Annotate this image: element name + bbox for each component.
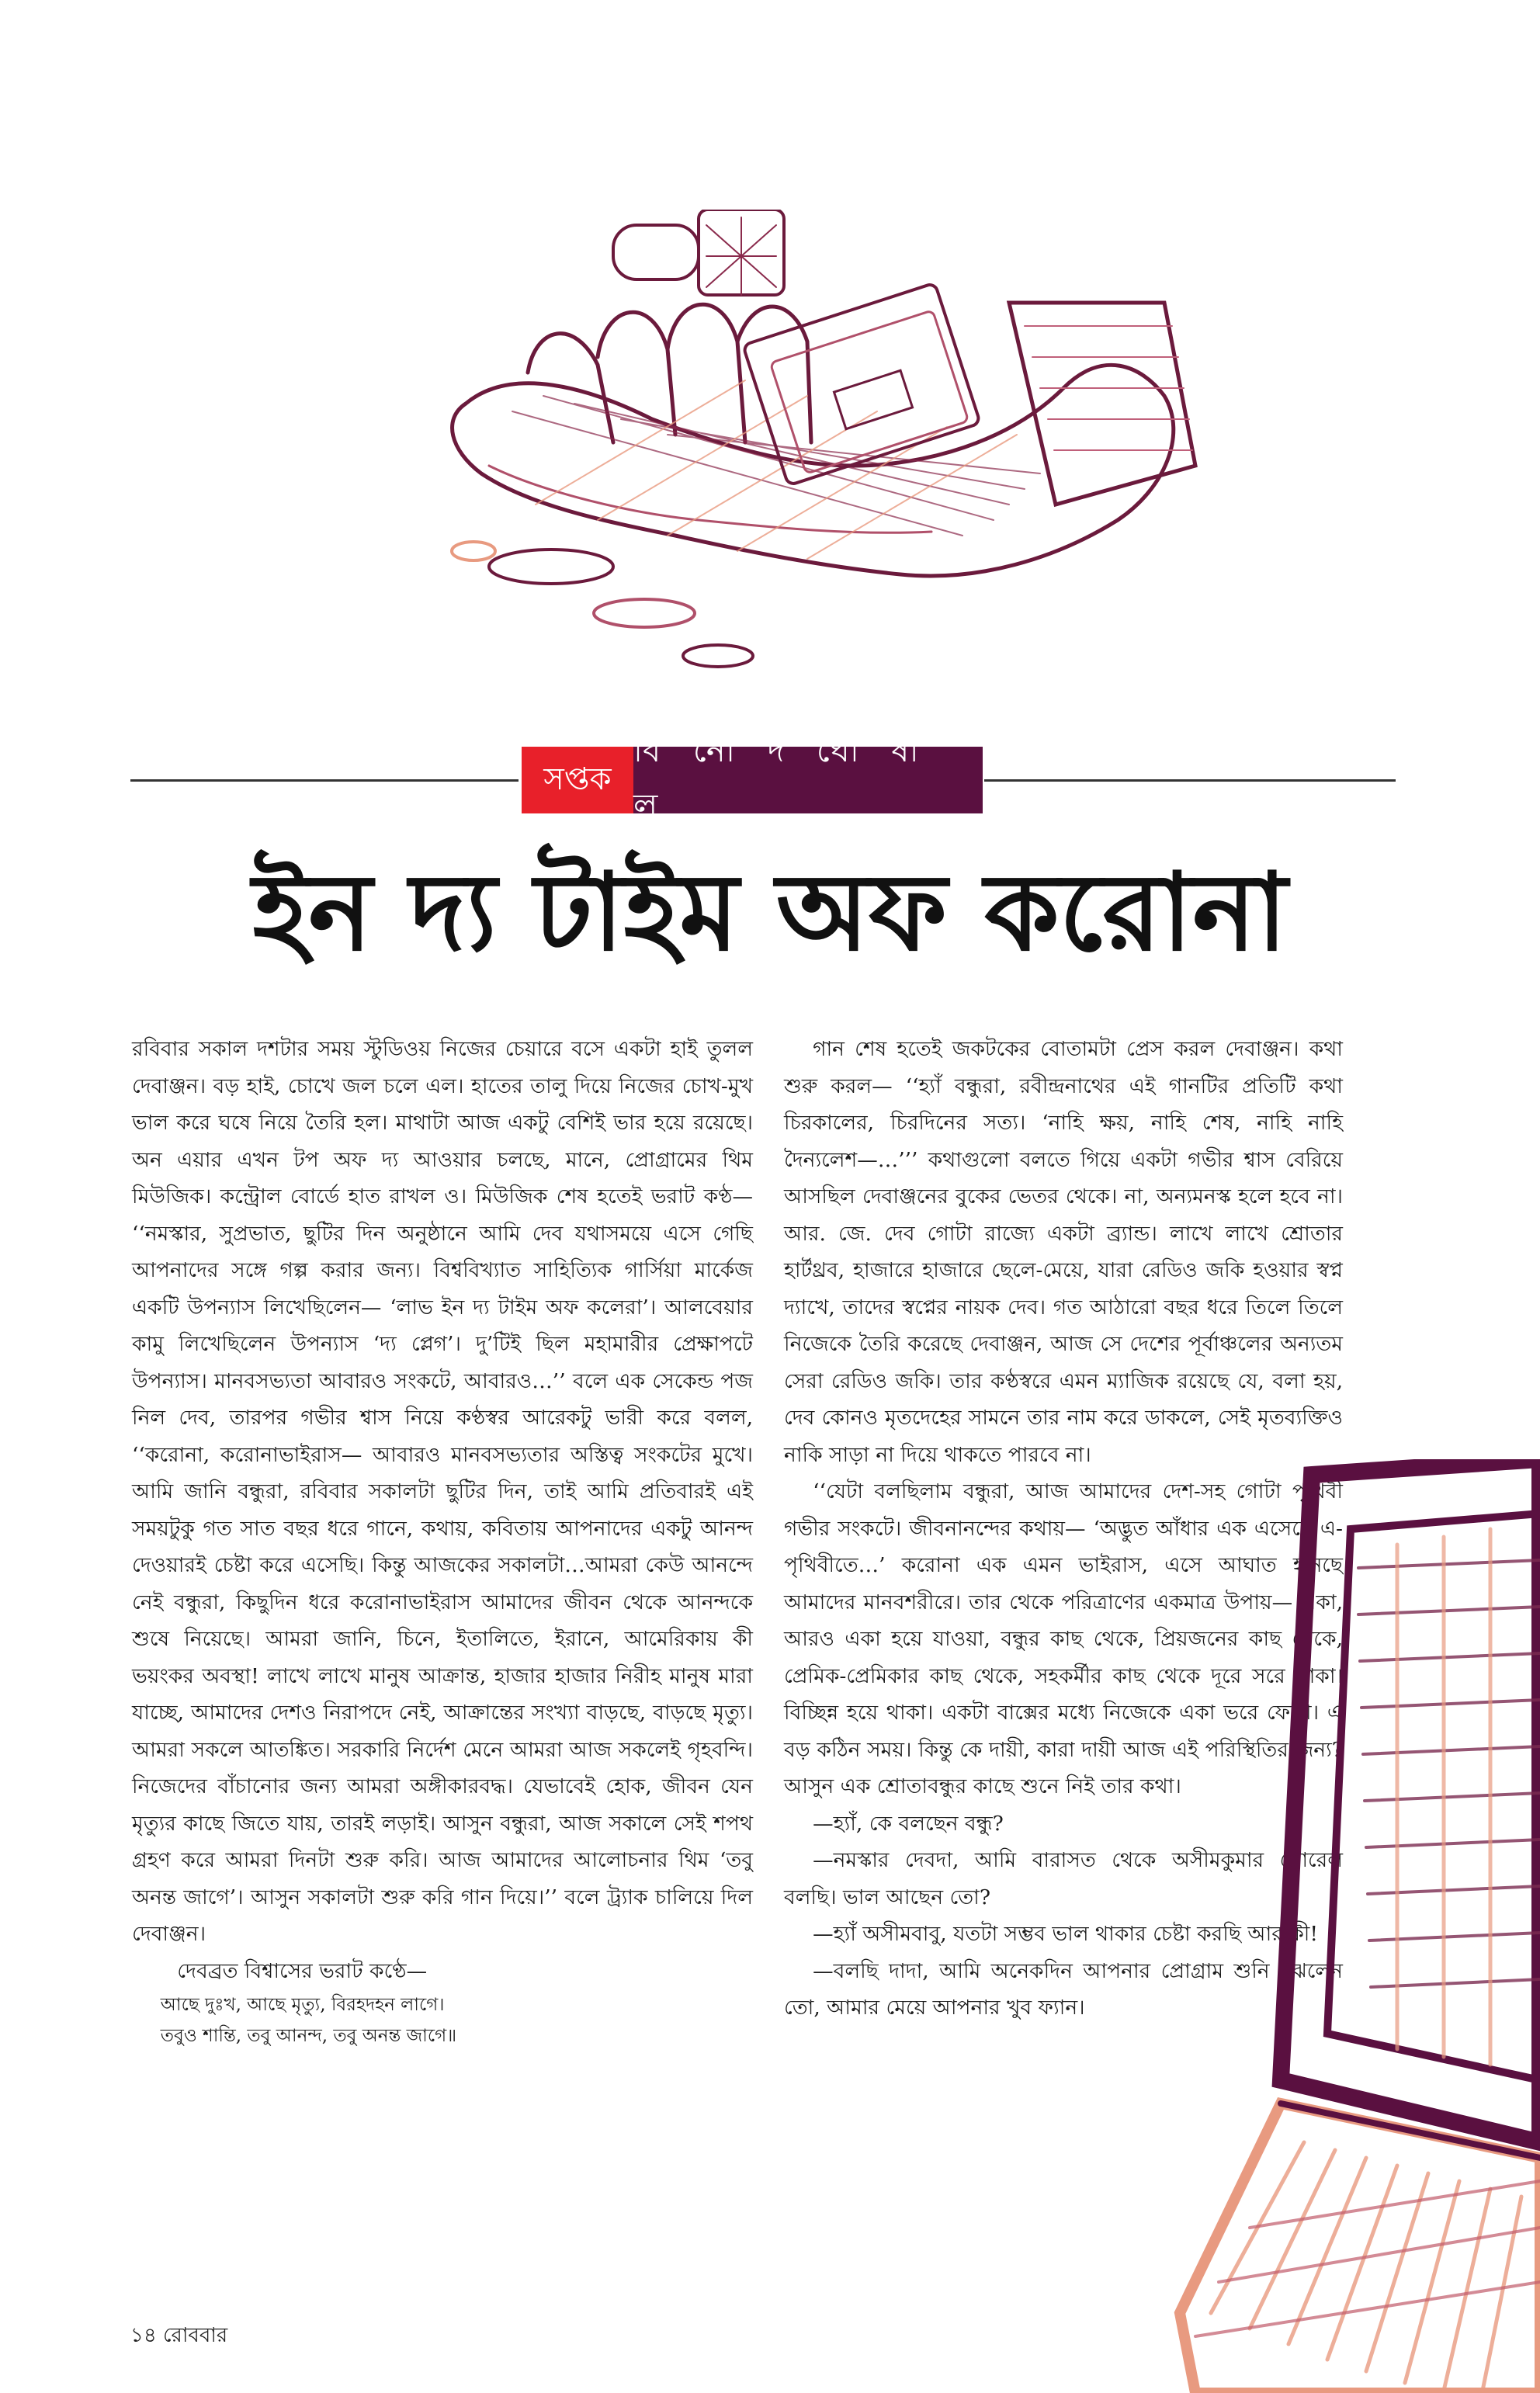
dialogue-line: —হ্যাঁ অসীমবাবু, যতটা সম্ভব ভাল থাকার চেষ্টা করছি আর কী! <box>813 1922 1318 1946</box>
page-folio: ১৪ রোববার <box>130 2324 228 2347</box>
section-tag: সপ্তক <box>522 747 633 813</box>
dialogue-line: —হ্যাঁ, কে বলছেন বন্ধু? <box>813 1811 1004 1836</box>
story-headline: ইন দ্য টাইম অফ করোনা <box>252 848 1288 975</box>
hand-money-pills-illustration <box>419 210 1211 691</box>
paragraph: রবিবার সকাল দশটার সময় স্টুডিওয় নিজের চেয়ারে বসে একটা হাই তুলল দেবাঞ্জন। বড় হাই, চোখে জল চলে এল। হাতের তালু দিয়ে নিজের চোখ-মুখ ভাল করে ঘষে নিয়ে তৈরি হল। মাথাটা আজ একটু বেশিই ভার হয়ে রয়েছে। অন এয়ার এখন টপ অফ দ্য আওয়ার চলছে, মানে, প্রোগ্রামের থিম মিউজিক। কন্ট্রোল বোর্ডে হাত রাখল ও। মিউজিক শেষ হতেই ভরাট কণ্ঠ— ‘‘নমস্কার, সুপ্রভাত, ছুটির দিন অনুষ্ঠানে আমি দেব যথাসময়ে এসে গেছি আপনাদের সঙ্গে গল্প করার জন্য। বিশ্ববিখ্যাত সাহিত্যিক গার্সিয়া মার্কেজ একটি উপন্যাস লিখেছিলেন— ‘লাভ ইন দ্য টাইম অফ কলেরা’। আলবেয়ার কামু লিখেছিলেন উপন্যাস ‘দ্য প্লেগ’। দু’টিই ছিল মহামারীর প্রেক্ষাপটে উপন্যাস। মানবসভ্যতা আবারও সংকটে, আবারও…’’ বলে এক সেকেন্ড পজ নিল দেব, তারপর গভীর শ্বাস নিয়ে কণ্ঠস্বর আরেকটু ভারী করে বলল, ‘‘করোনা, করোনাভাইরাস— আবারও মানবসভ্যতার অস্তিত্ব সংকটের মুখে। আমি জানি বন্ধুরা, রবিবার সকালটা ছুটির দিন, তাই আমি প্রতিবারই এই সময়টুকু গত সাত বছর ধরে গানে, কথায়, কবিতায় আপনাদের একটু আনন্দ দেওয়ারই চেষ্টা করে এসেছি। কিন্তু আজকের সকালটা…আমরা কেউ আনন্দে নেই বন্ধুরা, কিছুদিন ধরে করোনাভাইরাস আমাদের জীবন থেকে আনন্দকে শুষে নিয়েছে। আমরা জানি, চিনে, ইতালিতে, ইরানে, আমেরিকায় কী ভয়ংকর অবস্থা! লাখে লাখে মানুষ আক্রান্ত, হাজার হাজার নিরীহ মানুষ মারা যাচ্ছে, আমাদের দেশও নিরাপদে নেই, আক্রান্তের সংখ্যা বাড়ছে, বাড়ছে মৃত্যু। আমরা সকলে আতঙ্কিত। সরকারি নির্দেশ মেনে আমরা আজ সকলেই গৃহবন্দি। নিজেদের বাঁচানোর জন্য আমরা অঙ্গীকারবদ্ধ। যেভাবেই হোক, জীবন যেন মৃত্যুর কাছে জিতে যায়, তারই লড়াই। আসুন বন্ধুরা, আজ সকালে সেই শপথ গ্রহণ করে আমরা দিনটা শুরু করি। আজ আমাদের আলোচনার থিম ‘তবু অনন্ত জাগে’। আসুন সকালটা শুরু করি গান দিয়ে।’’ বলে ট্র্যাক চালিয়ে দিল দেবাঞ্জন। <box>132 1037 753 1946</box>
paragraph: গান শেষ হতেই জকটকের বোতামটা প্রেস করল দেবাঞ্জন। কথা শুরু করল— ‘‘হ্যাঁ বন্ধুরা, রবীন্দ্রনাথের এই গানটির প্রতিটি কথা চিরকালের, চিরদিনের সত্য। ‘নাহি ক্ষয়, নাহি শেষ, নাহি নাহি দৈন্যলেশ—…’’’ কথাগুলো বলতে গিয়ে একটা গভীর শ্বাস বেরিয়ে আসছিল দেবাঞ্জনের বুকের ভেতর থেকে। না, অন্যমনস্ক হলে হবে না। আর. জে. দেব গোটা রাজ্যে একটা ব্র্যান্ড। লাখে লাখে শ্রোতার হার্টথ্রব, হাজারে হাজারে ছেলে-মেয়ে, যারা রেডিও জকি হওয়ার স্বপ্ন দ্যাখে, তাদের স্বপ্নের নায়ক দেব। গত আঠারো বছর ধরে তিলে তিলে নিজেকে তৈরি করেছে দেবাঞ্জন, আজ সে দেশের পূর্বাঞ্চলের অন্যতম সেরা রেডিও জকি। তার কণ্ঠস্বরে এমন ম্যাজিক রয়েছে যে, বলা হয়, দেব কোনও মৃতদেহের সামনে তার নাম করে ডাকলে, সেই মৃতব্যক্তিও নাকি সাড়া না দিয়ে থাকতে পারবে না। <box>784 1037 1343 1467</box>
dialogue-line: —নমস্কার দেবদা, আমি বারাসত থেকে অসীমকুমার পোরেল বলছি। ভাল আছেন তো? <box>784 1848 1343 1909</box>
song-verse-line: তবুও শান্তি, তবু আনন্দ, তবু অনন্ত জাগে॥ <box>160 2026 457 2046</box>
song-verse-line: আছে দুঃখ, আছে মৃত্যু, বিরহদহন লাগে। <box>160 1995 445 2015</box>
header-rule-left <box>130 779 519 782</box>
dialogue-line: —বলছি দাদা, আমি অনেকদিন আপনার প্রোগ্রাম শুনি বুঝলেন তো, আমার মেয়ে আপনার খুব ফ্যান। <box>784 1958 1343 2020</box>
author-byline: বি নো দ ঘো ষা ল <box>633 747 983 813</box>
article-column-left <box>132 1031 753 2051</box>
laptop-illustration <box>1164 1459 1540 2393</box>
paragraph: ‘‘যেটা বলছিলাম বন্ধুরা, আজ আমাদের দেশ-সহ গোটা পৃথিবী গভীর সংকটে। জীবনানন্দের কথায়— ‘অদ্ভুত আঁধার এক এসেছে এ-পৃথিবীতে…’ করোনা এক এমন ভাইরাস, এসে আঘাত হানছে আমাদের মানবশরীরে। তার থেকে পরিত্রাণের একমাত্র উপায়— একা, আরও একা হয়ে যাওয়া, বন্ধুর কাছ থেকে, প্রিয়জনের কাছ থেকে, প্রেমিক-প্রেমিকার কাছ থেকে, সহকর্মীর কাছ থেকে দূরে সরে থাকা। বিচ্ছিন্ন হয়ে থাকা। একটা বাক্সের মধ্যে নিজেকে একা ভরে ফেলা। এ বড় কঠিন সময়। কিন্তু কে দায়ী, কারা দায়ী আজ এই পরিস্থিতির জন্য? আসুন এক শ্রোতাবন্ধুর কাছে শুনে নিই তার কথা। <box>784 1479 1343 1798</box>
paragraph: দেবব্রত বিশ্বাসের ভরাট কণ্ঠে— <box>177 1958 428 1983</box>
header-rule-right <box>984 779 1396 782</box>
